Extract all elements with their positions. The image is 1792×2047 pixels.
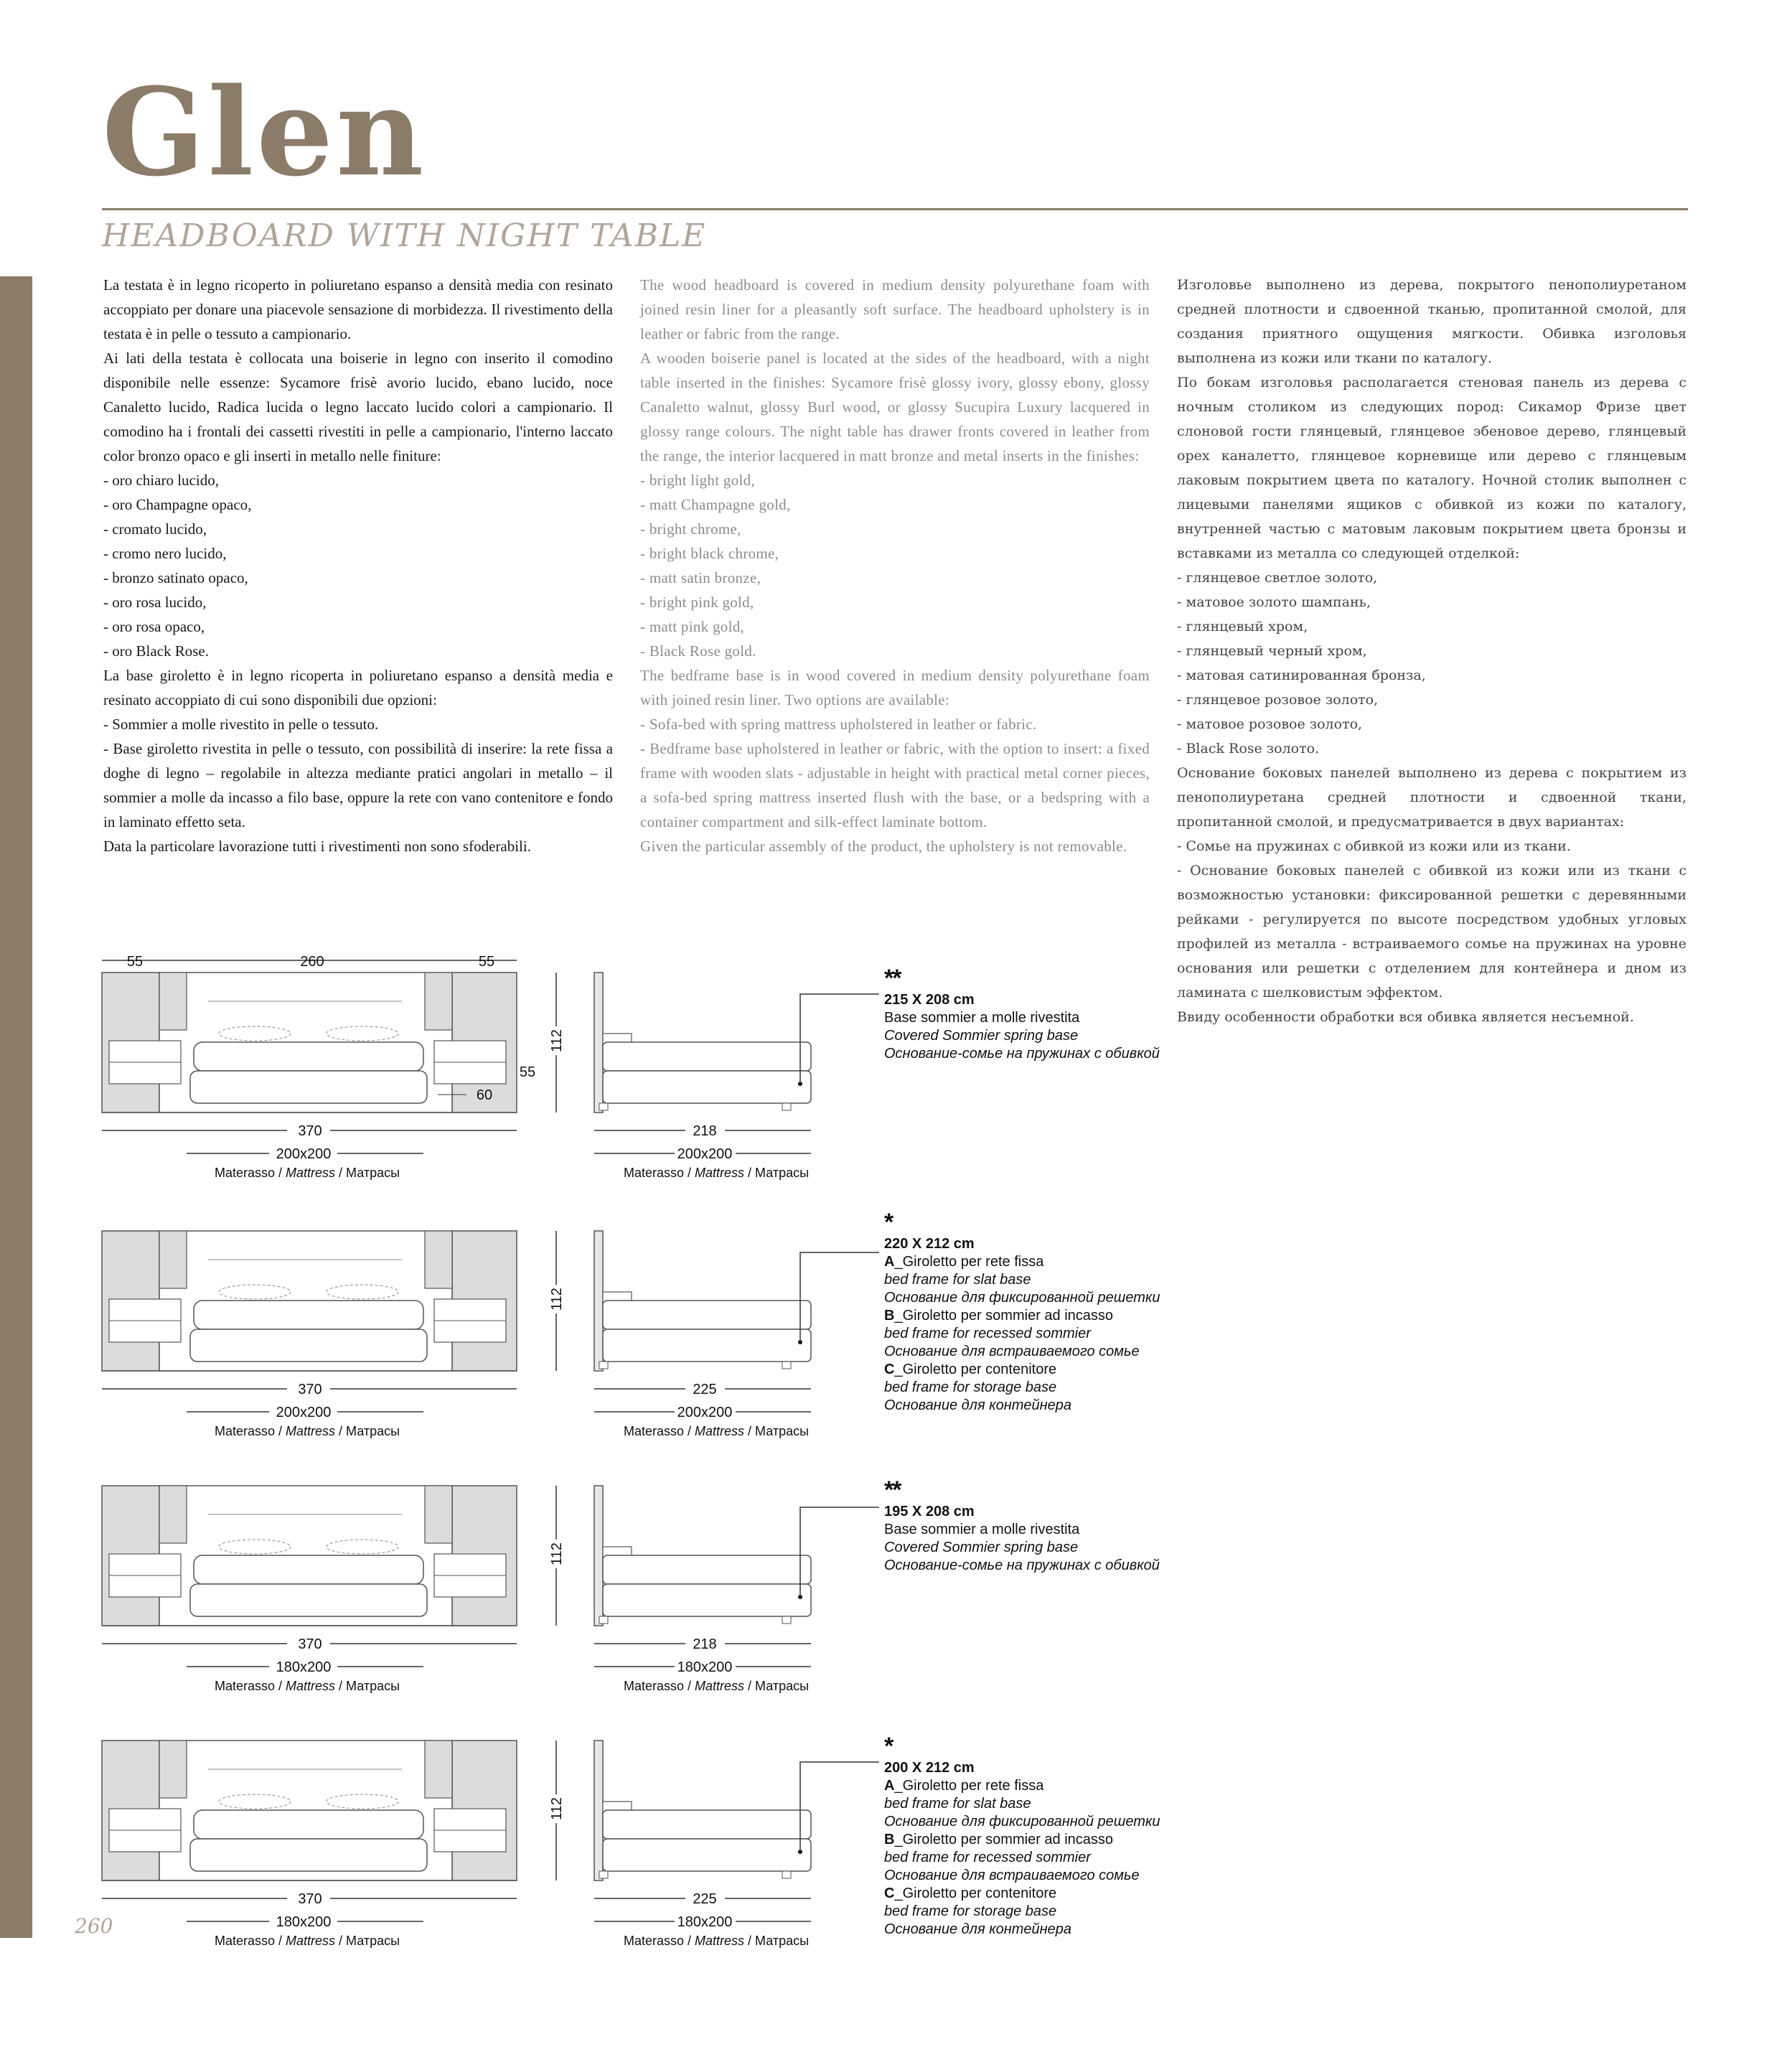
- bed-drawing-3: [93, 1446, 976, 1705]
- side-view: [594, 1486, 879, 1667]
- legend-line: A_Giroletto per rete fissa: [884, 1254, 1044, 1270]
- description-russian: Изголовье выполнено из дерева, покрытого пенополиуретаном средней плотности и сдвоенной тканью, пропитанной смолой, для создания приятного ощущения мягкости. Обивка изголовья выполнена из кожи или ткани по каталогу. По бокам изголовья располагается стеновая панель из дерева с ночным столиком из следующих пород: Сикамор Фризе цвет слоновой гости глянцевый, глянцевое эбеновое дерево, глянцевый орех каналетто, глянцевое корневище или дерево с глянцевым лаковым покрытием цвета по каталогу. Ночной столик выполнен с лицевыми панелями ящиков с обивкой из кожи по каталогу, внутренней частью с матовым лаковым покрытием цвета бронзы и вставками из металла со следующей отделкой: - глянцевое светлое золото, - матовое золото шампань, - глянцевый хром, - глянцевый черный хром, - матовая сатинированная бронза, - глянцевое розовое золото, - матовое розовое золото, - Black Rose золото. Основание боковых панелей выполнено из дерева с покрытием из пенополиуретана средней плотности и сдвоенной ткани, пропитанной смолой, и предусматривается в двух вариантах: - Сомье на пружинах с обивкой из кожи или из ткани. - Основание боковых панелей с обивкой из кожи или из ткани с возможностью установки: фиксированной решетки с деревянными рейками - регулируется по высоте посредством удобных угловых профилей из металла - встраиваемого сомье на пружинах на уровне основания или решетки с отделением для контейнера и дном из ламината с шелковистым эффектом. Ввиду особенности обработки вся обивка является несъемной.: [1177, 277, 1687, 1025]
- dim-night-table-width: 60: [476, 1087, 493, 1103]
- side-view: [594, 1231, 879, 1412]
- legend-line: bed frame for storage base: [884, 1380, 1057, 1395]
- legend-line: bed frame for slat base: [884, 1272, 1031, 1288]
- bed-dimensions: 195 X 208 cm: [884, 1504, 975, 1519]
- dim-height: 112: [549, 1288, 565, 1311]
- product-subtitle: HEADBOARD WITH NIGHT TABLE: [102, 217, 707, 254]
- dim-height: 112: [549, 1797, 565, 1820]
- dim-height: 112: [549, 1029, 565, 1052]
- bed-spec-legend: [884, 1733, 1160, 1939]
- bed-spec-legend: [884, 1209, 1160, 1415]
- mattress: [194, 1810, 423, 1839]
- page-number: 260: [75, 1914, 113, 1938]
- dim-mattress-size: 180x200: [276, 1659, 332, 1675]
- legend-line: Основание для встраиваемого сомье: [884, 1344, 1140, 1359]
- bed-spec-legend: [884, 1477, 1160, 1575]
- description-english: The wood headboard is covered in medium density polyurethane foam with joined resin liner for a pleasantly soft surface. The headboard upholstery is in leather or fabric from the range. A wooden boiserie panel is located at the sides of the headboard, with a night table inserted in the finishes: Sycamore frisè glossy ivory, glossy ebony, glossy Canaletto walnut, glossy Burl wood, or glossy Sucupira Luxury lacquered in glossy range colours. The night table has drawer fronts covered in leather from the range, the interior lacquered in matt bronze and metal inserts in the finishes: - bright light gold, - matt Champagne gold, - bright chrome, - bright black chrome, - matt satin bronze, - bright pink gold, - matt pink gold, - Black Rose gold. The bedframe base is in wood covered in medium density polyurethane foam with joined resin liner. Two options are available: - Sofa-bed with spring mattress upholstered in leather or fabric. - Bedframe base upholstered in leather or fabric, with the option to insert: a fixed frame with wooden slats - adjustable in height with practical metal corner pieces, a sofa-bed spring mattress inserted flush with the base, or a bedspring with a container compartment and silk-effect laminate bottom. Given the particular assembly of the product, the upholstery is not removable.: [640, 276, 1150, 855]
- dim-mattress-size: 200x200: [276, 1405, 332, 1420]
- sidebar-accent-bar: [0, 276, 32, 1938]
- legend-line: Основание для фиксированной решетки: [884, 1814, 1160, 1830]
- bed-drawing-1: [93, 933, 976, 1191]
- dim-side-length: 225: [693, 1891, 717, 1907]
- mattress-caption: Materasso / Mattress / Матрасы: [214, 1934, 400, 1948]
- dim-total-width: 370: [298, 1123, 322, 1139]
- legend-line: Covered Sommier spring base: [884, 1540, 1079, 1555]
- legend-line: Covered Sommier spring base: [884, 1028, 1079, 1044]
- bed-dimensions: 200 X 212 cm: [884, 1760, 975, 1776]
- legend-line: Основание для контейнера: [884, 1397, 1072, 1413]
- legend-line: B_Giroletto per sommier ad incasso: [884, 1832, 1114, 1847]
- legend-line: B_Giroletto per sommier ad incasso: [884, 1308, 1114, 1324]
- legend-marker: **: [884, 1476, 901, 1504]
- legend-line: bed frame for storage base: [884, 1903, 1057, 1919]
- legend-line: Основание для фиксированной решетки: [884, 1290, 1160, 1306]
- bed-base: [190, 1584, 427, 1616]
- side-view: [594, 1741, 879, 1921]
- legend-line: bed frame for recessed sommier: [884, 1326, 1091, 1341]
- dim-mattress-size-side: 180x200: [677, 1914, 733, 1930]
- bed-spec-legend: [884, 965, 1160, 1063]
- legend-line: bed frame for slat base: [884, 1796, 1031, 1812]
- bed-drawing-2: [93, 1191, 976, 1450]
- dim-headboard-width: 260: [300, 954, 324, 970]
- legend-line: Основание-сомье на пружинах с обивкой: [884, 1046, 1160, 1062]
- dim-mattress-size: 200x200: [276, 1146, 332, 1162]
- mattress-caption: Materasso / Mattress / Матрасы: [214, 1424, 400, 1438]
- mattress-caption-side: Materasso / Mattress / Матрасы: [623, 1934, 810, 1948]
- legend-marker: **: [884, 965, 901, 992]
- dim-panel-depth: 55: [519, 1064, 536, 1080]
- bed-base: [190, 1839, 427, 1871]
- title-divider: [102, 208, 1688, 210]
- dim-mattress-size: 180x200: [276, 1914, 332, 1930]
- mattress-caption-side: Materasso / Mattress / Матрасы: [623, 1679, 810, 1693]
- dim-total-width: 370: [298, 1891, 322, 1907]
- dim-total-width: 370: [298, 1636, 322, 1652]
- mattress-caption-side: Materasso / Mattress / Матрасы: [623, 1166, 810, 1180]
- dim-right-panel: 55: [478, 954, 495, 970]
- bed-dimensions: 215 X 208 cm: [884, 992, 975, 1008]
- mattress: [194, 1042, 423, 1071]
- legend-marker: *: [884, 1209, 893, 1236]
- dim-mattress-size-side: 200x200: [677, 1146, 733, 1162]
- product-title: Glen: [102, 61, 427, 203]
- mattress: [194, 1301, 423, 1329]
- description-italian: La testata è in legno ricoperto in poliuretano espanso a densità media con resinato accoppiato per donare una piacevole sensazione di morbidezza. Il rivestimento della testata è in pelle o tessuto a campionario. Ai lati della testata è collocata una boiserie in legno con inserito il comodino disponibile nelle essenze: Sycamore frisè avorio lucido, ebano lucido, noce Canaletto lucido, Radica lucida o legno laccato lucido colori a campionario. Il comodino ha i frontali dei cassetti rivestiti in pelle a campionario, l'interno laccato color bronzo opaco e gli inserti in metallo nelle finiture: - oro chiaro lucido, - oro Champagne opaco, - cromato lucido, - cromo nero lucido, - bronzo satinato opaco, - oro rosa lucido, - oro rosa opaco, - oro Black Rose. La base giroletto è in legno ricoperta in poliuretano espanso a densità media e resinato accoppiato di cui sono disponibili due opzioni: - Sommier a molle rivestito in pelle o tessuto. - Base giroletto rivestita in pelle o tessuto, con possibilità di inserire: la rete fissa a doghe di legno – regolabile in altezza mediante pratici angolari in metallo – il sommier a molle da incasso a filo base, oppure la rete con vano contenitore e fondo in laminato effetto seta. Data la particolare lavorazione tutti i rivestimenti non sono sfoderabili.: [103, 276, 613, 855]
- bed-dimensions: 220 X 212 cm: [884, 1236, 975, 1252]
- dim-side-length: 218: [693, 1123, 717, 1139]
- dim-side-length: 218: [693, 1636, 717, 1652]
- legend-line: Base sommier a molle rivestita: [884, 1010, 1080, 1026]
- dim-side-length: 225: [693, 1382, 717, 1397]
- dim-mattress-size-side: 200x200: [677, 1405, 733, 1420]
- legend-line: C_Giroletto per contenitore: [884, 1886, 1057, 1901]
- legend-line: Основание для встраиваемого сомье: [884, 1868, 1140, 1883]
- mattress: [194, 1555, 423, 1584]
- legend-line: bed frame for recessed sommier: [884, 1850, 1091, 1865]
- mattress-caption: Materasso / Mattress / Матрасы: [214, 1166, 400, 1180]
- legend-line: C_Giroletto per contenitore: [884, 1362, 1057, 1377]
- bed-drawing-4: [93, 1701, 976, 1959]
- dim-mattress-size-side: 180x200: [677, 1659, 733, 1675]
- legend-line: A_Giroletto per rete fissa: [884, 1778, 1044, 1794]
- bed-base: [190, 1329, 427, 1362]
- dim-total-width: 370: [298, 1382, 322, 1397]
- dim-left-panel: 55: [126, 954, 144, 970]
- side-view: [594, 973, 879, 1153]
- mattress-caption: Materasso / Mattress / Матрасы: [214, 1679, 400, 1693]
- legend-marker: *: [884, 1733, 893, 1760]
- bed-base: [190, 1071, 427, 1103]
- legend-line: Основание для контейнера: [884, 1921, 1072, 1937]
- legend-line: Основание-сомье на пружинах с обивкой: [884, 1558, 1160, 1573]
- mattress-caption-side: Materasso / Mattress / Матрасы: [623, 1424, 810, 1438]
- legend-line: Base sommier a molle rivestita: [884, 1522, 1080, 1537]
- dim-height: 112: [549, 1542, 565, 1565]
